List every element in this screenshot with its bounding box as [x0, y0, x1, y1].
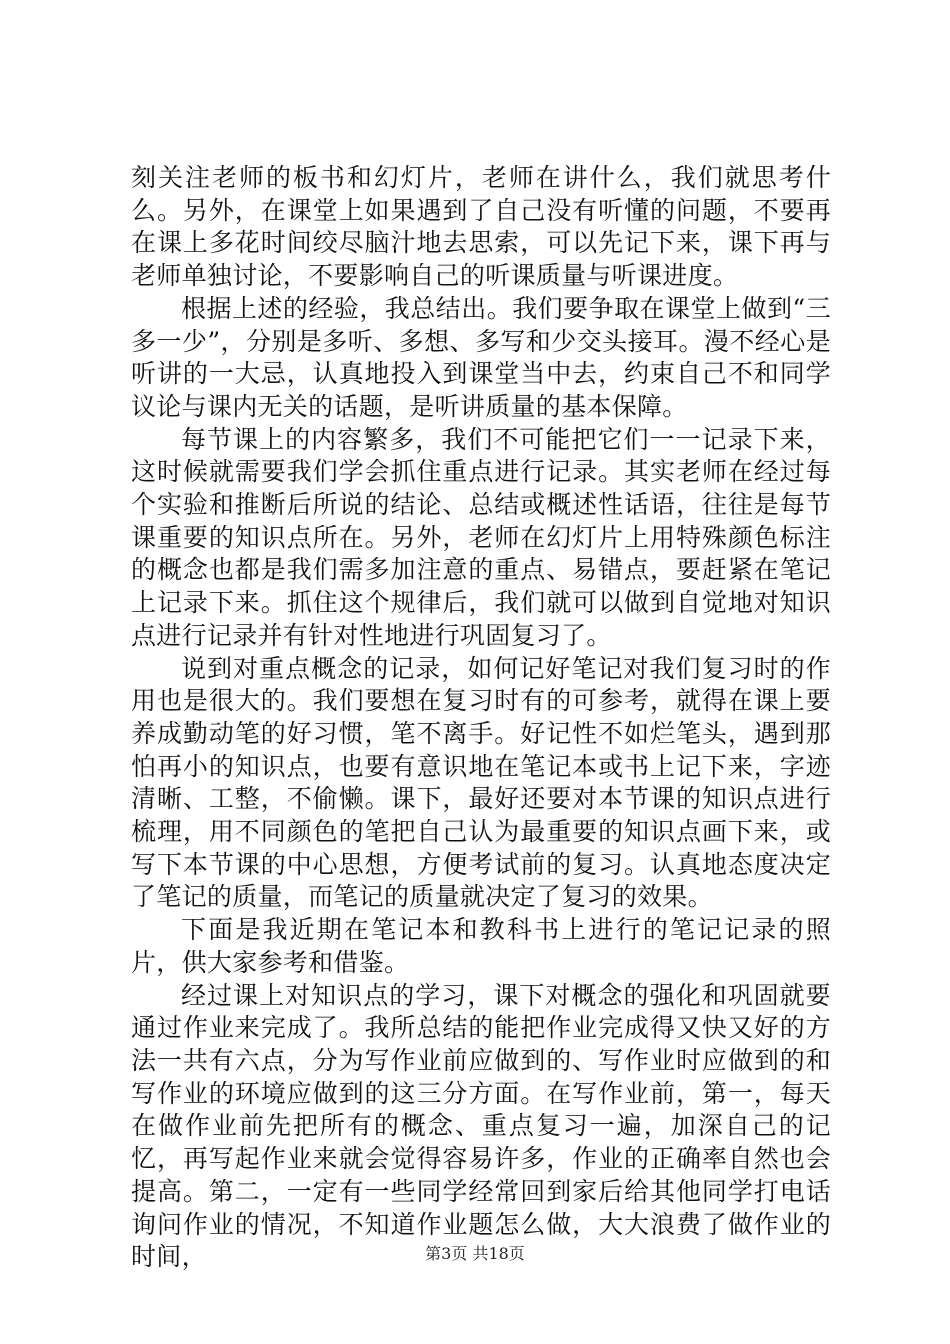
- paragraph-5: 下面是我近期在笔记本和教科书上进行的笔记记录的照片，供大家参考和借鉴。: [131, 915, 831, 977]
- paragraph-1: 刻关注老师的板书和幻灯片，老师在讲什么，我们就思考什么。另外，在课堂上如果遇到了自己没有听懂的问题，不要再在课上多花时间绞尽脑汁地去思索，可以先记下来，课下再与老师单独讨论，不要影响自己的听课质量与听课进度。: [131, 163, 831, 291]
- paragraph-4: 说到对重点概念的记录，如何记好笔记对我们复习时的作用也是很大的。我们要想在复习时有的可参考，就得在课上要养成勤动笔的好习惯，笔不离手。好记性不如烂笔头，遇到那怕再小的知识点，也要有意识地在笔记本或书上记下来，字迹清晰、工整，不偷懒。课下，最好还要对本节课的知识点进行梳理，用不同颜色的笔把自己认为最重要的知识点画下来，或写下本节课的中心思想，方便考试前的复习。认真地态度决定了笔记的质量，而笔记的质量就决定了复习的效果。: [131, 653, 831, 912]
- paragraph-6: 经过课上对知识点的学习，课下对概念的强化和巩固就要通过作业来完成了。我所总结的能把作业完成得又快又好的方法一共有六点，分为写作业前应做到的、写作业时应做到的和写作业的环境应做到的这三分方面。在写作业前，第一，每天在做作业前先把所有的概念、重点复习一遍，加深自己的记忆，再写起作业来就会觉得容易许多，作业的正确率自然也会提高。第二，一定有一些同学经常回到家后给其他同学打电话询问作业的情况，不知道作业题怎么做，大大浪费了做作业的时间，: [131, 980, 831, 1272]
- paragraph-2: 根据上述的经验，我总结出。我们要争取在课堂上做到“三多一少”，分别是多听、多想、多写和少交头接耳。漫不经心是听讲的一大忌，认真地投入到课堂当中去，约束自己不和同学议论与课内无关的话题，是听讲质量的基本保障。: [131, 293, 831, 421]
- page-number-footer: 第3页 共18页: [425, 1244, 525, 1263]
- paragraph-3: 每节课上的内容繁多，我们不可能把它们一一记录下来，这时候就需要我们学会抓住重点进行记录。其实老师在经过每个实验和推断后所说的结论、总结或概述性话语，往往是每节课重要的知识点所在。另外，老师在幻灯片上用特殊颜色标注的概念也都是我们需多加注意的重点、易错点，要赶紧在笔记上记录下来。抓住这个规律后，我们就可以做到自觉地对知识点进行记录并有针对性地进行巩固复习了。: [131, 424, 831, 650]
- body-text: [131, 162, 831, 1274]
